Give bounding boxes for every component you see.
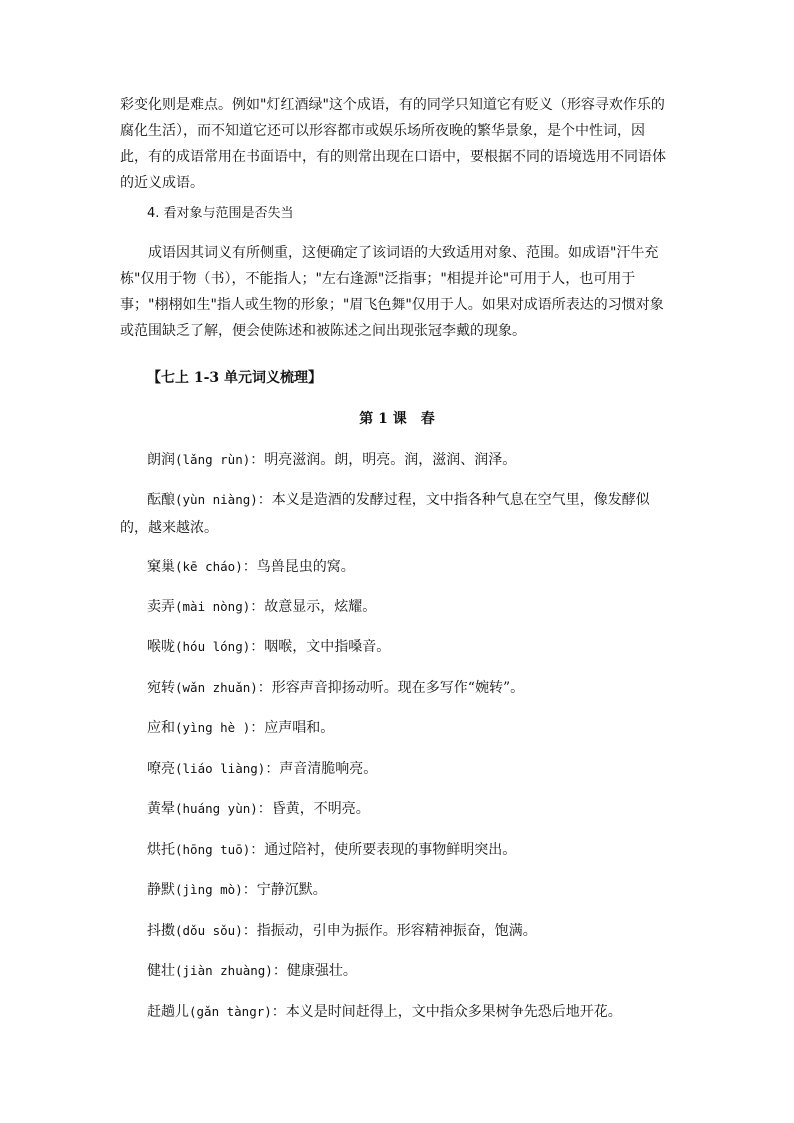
vocab-definition: ：指振动，引申为振作。形容精神振奋，饱满。 — [242, 923, 537, 939]
vocab-pinyin: (gǎn tàngr) — [189, 1004, 272, 1019]
vocab-pinyin: (hōng tuō) — [175, 842, 251, 857]
vocab-word: 酝酿 — [147, 492, 175, 508]
vocab-word: 卖弄 — [147, 599, 175, 615]
vocab-pinyin: (wǎn zhuǎn) — [175, 680, 258, 695]
vocab-definition: ：咽喉，文中指嗓音。 — [250, 639, 391, 655]
vocab-pinyin: (jiàn zhuàng) — [175, 963, 273, 978]
vocab-word: 喉咙 — [147, 639, 175, 655]
vocab-definition: ：明亮滋润。朗，明亮。润，滋润、润泽。 — [250, 452, 517, 468]
vocab-pinyin: (mài nòng) — [175, 599, 251, 614]
vocab-entry — [147, 917, 537, 945]
vocab-definition: ：本义是造酒的发酵过程，文中指各种气息在空气里，像发酵似的，越来越浓。 — [120, 492, 650, 536]
vocab-word: 朗润 — [147, 452, 175, 468]
vocab-pinyin: (dǒu sǒu) — [175, 923, 243, 938]
vocab-definition: ：形容声音抑扬动听。现在多写作“婉转”。 — [257, 680, 525, 696]
vocab-word: 黄晕 — [147, 801, 175, 817]
vocab-definition: ：健康强壮。 — [272, 963, 357, 979]
vocab-entry — [147, 446, 516, 474]
vocab-word: 窠巢 — [147, 559, 175, 575]
vocab-pinyin: (kē cháo) — [175, 559, 243, 574]
vocab-pinyin: (liáo liàng) — [175, 761, 266, 776]
vocab-entry — [147, 998, 622, 1026]
vocab-word: 抖擞 — [147, 923, 175, 939]
vocab-entry — [147, 674, 524, 702]
section-title: 【七上 1-3 单元词义梳理】 — [147, 370, 323, 386]
vocab-definition: ：声音清脆响亮。 — [265, 761, 378, 777]
vocab-entry — [147, 876, 327, 904]
vocab-definition: ：应声唱和。 — [250, 720, 335, 736]
vocab-entry — [147, 553, 355, 581]
vocab-entry — [147, 795, 370, 823]
vocab-word: 赶趟儿 — [147, 1004, 189, 1020]
subheading-object-scope: 4. 看对象与范围是否失当 — [147, 206, 294, 221]
vocab-word: 嘹亮 — [147, 761, 175, 777]
vocab-pinyin: (yìng hè ) — [175, 720, 251, 735]
vocab-pinyin: (lǎng rùn) — [175, 452, 251, 467]
vocab-pinyin: (hóu lóng) — [175, 639, 251, 654]
vocab-definition: ：鸟兽昆虫的窝。 — [242, 559, 355, 575]
paragraph-idiom-usage: 彩变化则是难点。例如"灯红酒绿"这个成语，有的同学只知道它有贬义（形容寻欢作乐的腐化生活），而不知道它还可以形容都市或娱乐场所夜晚的繁华景象，是个中性词，因此，有的成语常用在书面语中，有的则常出现在口语中，要根据不同的语境选用不同语体的近义成语。 — [120, 97, 666, 191]
vocab-definition: ：通过陪衬，使所要表现的事物鲜明突出。 — [250, 842, 517, 858]
vocab-entry — [147, 714, 334, 742]
vocab-word: 健壮 — [147, 963, 175, 979]
vocab-pinyin: (yùn niàng) — [175, 492, 258, 507]
vocab-definition: ：本义是时间赶得上，文中指众多果树争先恐后地开花。 — [271, 1004, 622, 1020]
vocab-entry — [147, 755, 377, 783]
vocab-word: 静默 — [147, 882, 175, 898]
vocab-word: 宛转 — [147, 680, 175, 696]
vocab-entry — [147, 633, 390, 661]
vocab-pinyin: (jìng mò) — [175, 882, 243, 897]
vocab-entry — [147, 957, 357, 985]
vocab-pinyin: (huáng yùn) — [175, 801, 258, 816]
paragraph-object-scope: 成语因其词义有所侧重，这便确定了该词语的大致适用对象、范围。如成语"汗牛充栋"仅用于物（书），不能指人；"左右逢源"泛指事；"相提并论"可用于人，也可用于事；"栩栩如生"指人或生物的形象；"眉飞色舞"仅用于人。如果对成语所表达的习惯对象或范围缺乏了解，便会使陈述和被陈述之间出现张冠李戴的现象。 — [120, 245, 664, 339]
vocab-word: 应和 — [147, 720, 175, 736]
vocab-word: 烘托 — [147, 842, 175, 858]
vocab-definition: ：昏黄，不明亮。 — [257, 801, 370, 817]
vocab-definition: ：宁静沉默。 — [242, 882, 327, 898]
vocab-entry — [147, 593, 376, 621]
vocab-entry — [147, 836, 516, 864]
vocab-entry — [120, 486, 650, 542]
lesson-title: 第 1 课 春 — [359, 411, 435, 427]
vocab-definition: ：故意显示，炫耀。 — [250, 599, 377, 615]
